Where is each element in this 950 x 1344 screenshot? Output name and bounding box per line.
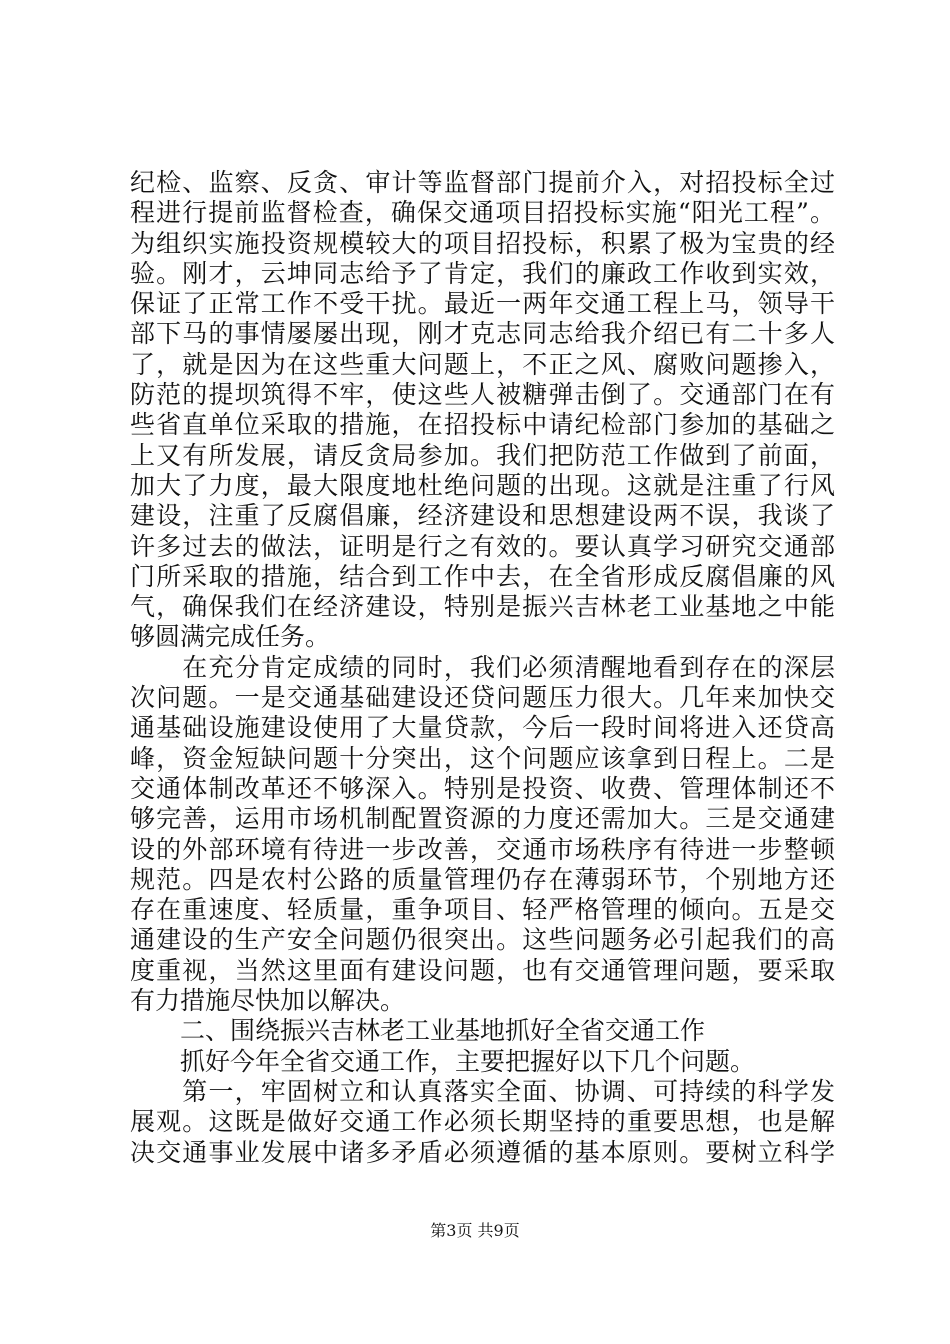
text-line: 上又有所发展，请反贪局参加。我们把防范工作做到了前面， xyxy=(130,440,835,470)
text-line: 保证了正常工作不受干扰。最近一两年交通工程上马，领导干 xyxy=(130,289,835,319)
text-line: 门所采取的措施，结合到工作中去，在全省形成反腐倡廉的风 xyxy=(130,561,835,591)
text-line: 部下马的事情屡屡出现，刚才克志同志给我介绍已有二十多人 xyxy=(130,319,835,349)
text-line: 程进行提前监督检查，确保交通项目招投标实施“阳光工程”。 xyxy=(130,198,835,228)
text-line: 些省直单位采取的措施，在招投标中请纪检部门参加的基础之 xyxy=(130,410,835,440)
text-line: 气，确保我们在经济建设，特别是振兴吉林老工业基地之中能 xyxy=(130,592,835,622)
text-line: 展观。这既是做好交通工作必须长期坚持的重要思想，也是解 xyxy=(130,1107,835,1137)
text-line: 交通体制改革还不够深入。特别是投资、收费、管理体制还不 xyxy=(130,773,835,803)
text-line: 规范。四是农村公路的质量管理仍存在薄弱环节，个别地方还 xyxy=(130,864,835,894)
text-line: 在充分肯定成绩的同时，我们必须清醒地看到存在的深层 xyxy=(130,652,835,682)
text-line: 峰，资金短缺问题十分突出，这个问题应该拿到日程上。二是 xyxy=(130,743,835,773)
text-line: 二、围绕振兴吉林老工业基地抓好全省交通工作 xyxy=(130,1016,706,1046)
page-footer: 第3页 共9页 xyxy=(430,1221,520,1240)
text-line: 加大了力度，最大限度地杜绝问题的出现。这就是注重了行风 xyxy=(130,470,835,500)
text-line: 通基础设施建设使用了大量贷款，今后一段时间将进入还贷高 xyxy=(130,713,835,743)
text-line: 防范的提坝筑得不牢，使这些人被糖弹击倒了。交通部门在有 xyxy=(130,380,835,410)
text-line: 许多过去的做法，证明是行之有效的。要认真学习研究交通部 xyxy=(130,531,835,561)
text-line: 为组织实施投资规模较大的项目招投标，积累了极为宝贵的经 xyxy=(130,228,835,258)
text-line: 第一，牢固树立和认真落实全面、协调、可持续的科学发 xyxy=(130,1076,835,1106)
document-body xyxy=(130,168,835,1168)
text-line: 次问题。一是交通基础建设还贷问题压力很大。几年来加快交 xyxy=(130,683,835,713)
text-line: 设的外部环境有待进一步改善，交通市场秩序有待进一步整顿 xyxy=(130,834,835,864)
text-line: 有力措施尽快加以解决。 xyxy=(130,986,406,1016)
text-line: 验。刚才，云坤同志给予了肯定，我们的廉政工作收到实效， xyxy=(130,258,835,288)
text-line: 度重视，当然这里面有建设问题，也有交通管理问题，要采取 xyxy=(130,955,835,985)
text-line: 够完善，运用市场机制配置资源的力度还需加大。三是交通建 xyxy=(130,804,835,834)
text-line: 建设，注重了反腐倡廉，经济建设和思想建设两不误，我谈了 xyxy=(130,501,835,531)
text-line: 通建设的生产安全问题仍很突出。这些问题务必引起我们的高 xyxy=(130,925,835,955)
text-line: 纪检、监察、反贪、审计等监督部门提前介入，对招投标全过 xyxy=(130,168,835,197)
text-line: 存在重速度、轻质量，重争项目、轻严格管理的倾向。五是交 xyxy=(130,895,835,925)
text-line: 了，就是因为在这些重大问题上，不正之风、腐败问题掺入， xyxy=(130,349,835,379)
text-line: 决交通事业发展中诸多矛盾必须遵循的基本原则。要树立科学 xyxy=(130,1137,835,1167)
text-line: 够圆满完成任务。 xyxy=(130,622,331,652)
text-line: 抓好今年全省交通工作，主要把握好以下几个问题。 xyxy=(130,1046,756,1076)
